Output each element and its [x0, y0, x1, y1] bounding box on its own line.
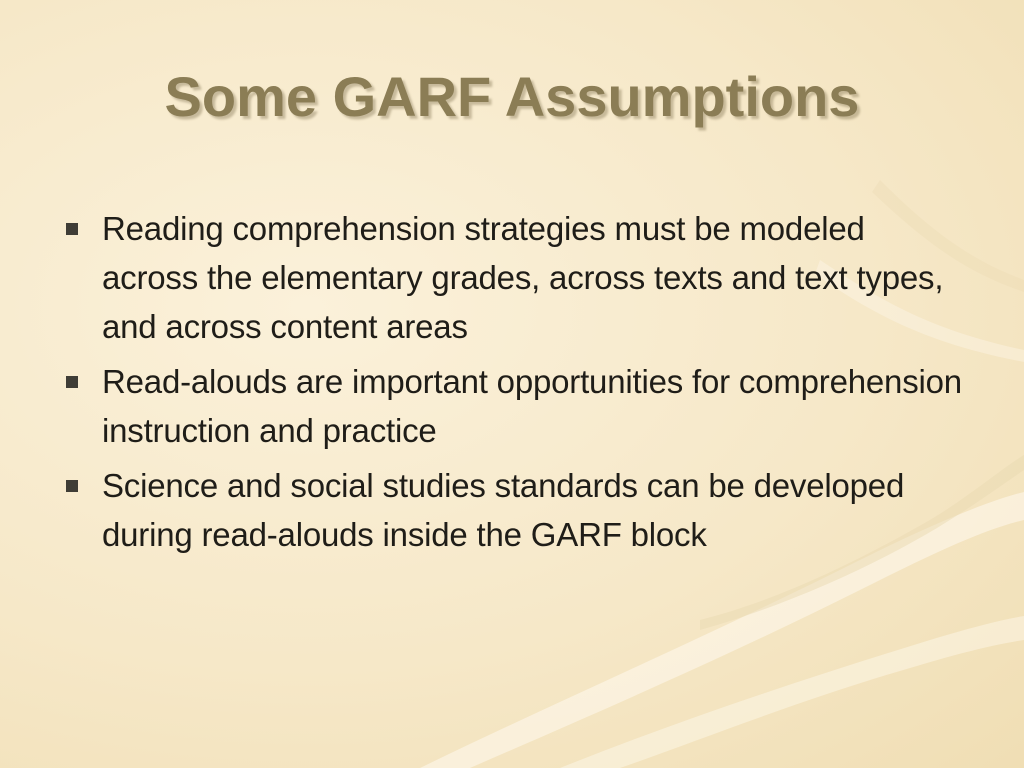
- bullet-list: [62, 204, 962, 565]
- bullet-text: Read-alouds are important opportunities for comprehension instruction and practice: [102, 363, 962, 449]
- bullet-text: Science and social studies standards can be developed during read-alouds inside the GARF block: [102, 467, 905, 553]
- list-item: [62, 204, 962, 351]
- slide-title: Some GARF Assumptions: [164, 65, 860, 128]
- bullet-text: Reading comprehension strategies must be modeled across the elementary grades, across texts and text types, and across content areas: [102, 210, 944, 345]
- list-item: [62, 461, 962, 559]
- list-item: [62, 357, 962, 455]
- square-bullet-icon: [66, 480, 78, 492]
- square-bullet-icon: [66, 223, 78, 235]
- square-bullet-icon: [66, 376, 78, 388]
